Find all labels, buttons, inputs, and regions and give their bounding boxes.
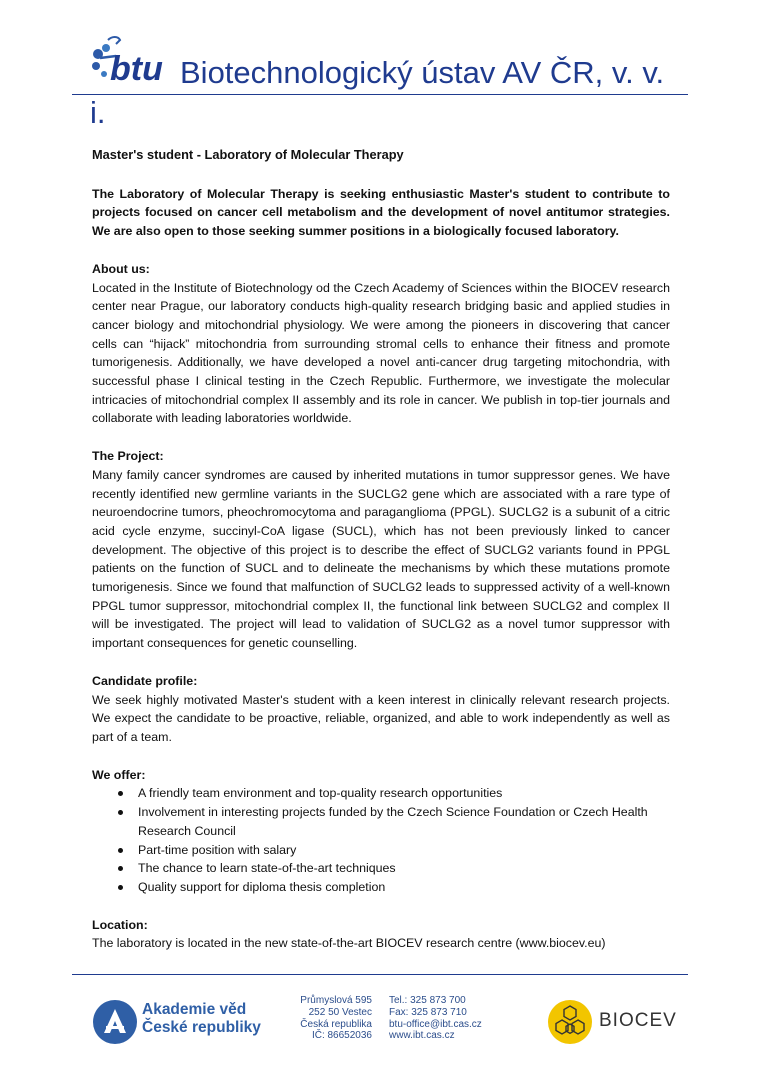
academy-name: Akademie věd České republiky [142,1001,261,1036]
document-body [92,146,670,972]
list-item: Involvement in interesting projects funded by the Czech Science Foundation or Czech Health Research Council [138,803,670,840]
biocev-logo-icon [546,998,594,1046]
footer [0,985,760,1065]
candidate-text: We seek highly motivated Master's student with a keen interest in clinically relevant research projects. We expect the candidate to be proactive, reliable, organized, and able to work independently as well as part of a team. [92,692,670,744]
about-text: Located in the Institute of Biotechnology od the Czech Academy of Sciences within the BIOCEV research center near Prague, our laboratory conducts high-quality research bridging basic and applied studies in cancer biology and mitochondrial physiology. We were among the pioneers in discovering that cancer cells can “hijack” mitochondria from surrounding stromal cells to enhance their fitness and promote tumorigenesis. Additionally, we have developed a novel anti-cancer drug targeting mitochondria, with successful phase I clinical testing in the Czech Republic. Furthermore, we investigate the molecular intricacies of mitochondrial complex II assembly and its role in cancer. We publish in top-tier journals and collaborate with leading laboratories worldwide. [92,280,670,426]
institute-name: Biotechnologický ústav AV ČR, v. v. [180,55,665,90]
letterhead [0,0,760,130]
svg-text:btu: btu [110,50,163,88]
location-heading: Location: [92,917,148,932]
list-item: Quality support for diploma thesis completion [138,878,670,897]
offer-list [92,784,670,896]
address-block: Průmyslová 595 252 50 Vestec Česká republika IČ: 86652036 [300,995,372,1042]
academy-logo-icon [92,999,138,1045]
offer-heading: We offer: [92,767,146,782]
list-item: A friendly team environment and top-quality research opportunities [138,784,670,803]
footer-divider [72,974,688,975]
about-heading: About us: [92,261,150,276]
btu-logo [90,34,176,90]
list-item: The chance to learn state-of-the-art techniques [138,859,670,878]
document-title: Master's student - Laboratory of Molecular Therapy [92,147,404,162]
header-divider [72,94,688,95]
project-text: Many family cancer syndromes are caused by inherited mutations in tumor suppressor genes. We have recently identified new germline variants in the SUCLG2 gene which are associated with a rare type of neuroendocrine tumors, pheochromocytoma and paraganglioma (PPGL). SUCLG2 is a subunit of a citric acid cycle enzyme, succinyl-CoA ligase (SUCL), which has not been previously linked to cancer development. The objective of this project is to describe the effect of SUCLG2 variants found in PPGL patients on the function of SUCL and to delineate the mechanisms by which these mutations promote tumorigenesis. Since we found that malfunction of SUCLG2 leads to suppressed activity of a well-known PPGL tumor suppressor, mitochondrial complex II, the functional link between SUCLG2 and complex II will be investigated. The project will lead to validation of SUCLG2 as a novel tumor suppressor with important consequences for genetic counselling. [92,467,670,651]
location-text: The laboratory is located in the new state-of-the-art BIOCEV research centre (www.biocev.eu) [92,936,606,951]
biocev-name: BIOCEV [599,1010,677,1031]
contact-block: Tel.: 325 873 700 Fax: 325 873 710 btu-office@ibt.cas.cz www.ibt.cas.cz [389,995,482,1042]
project-heading: The Project: [92,449,164,464]
institute-name-tail: i. [90,95,106,130]
candidate-heading: Candidate profile: [92,673,198,688]
list-item: Part-time position with salary [138,841,670,860]
intro-paragraph: The Laboratory of Molecular Therapy is seeking enthusiastic Master's student to contribute to projects focused on cancer cell metabolism and the development of novel antitumor strategies. We are also open to those seeking summer positions in a biologically focused laboratory. [92,186,670,239]
